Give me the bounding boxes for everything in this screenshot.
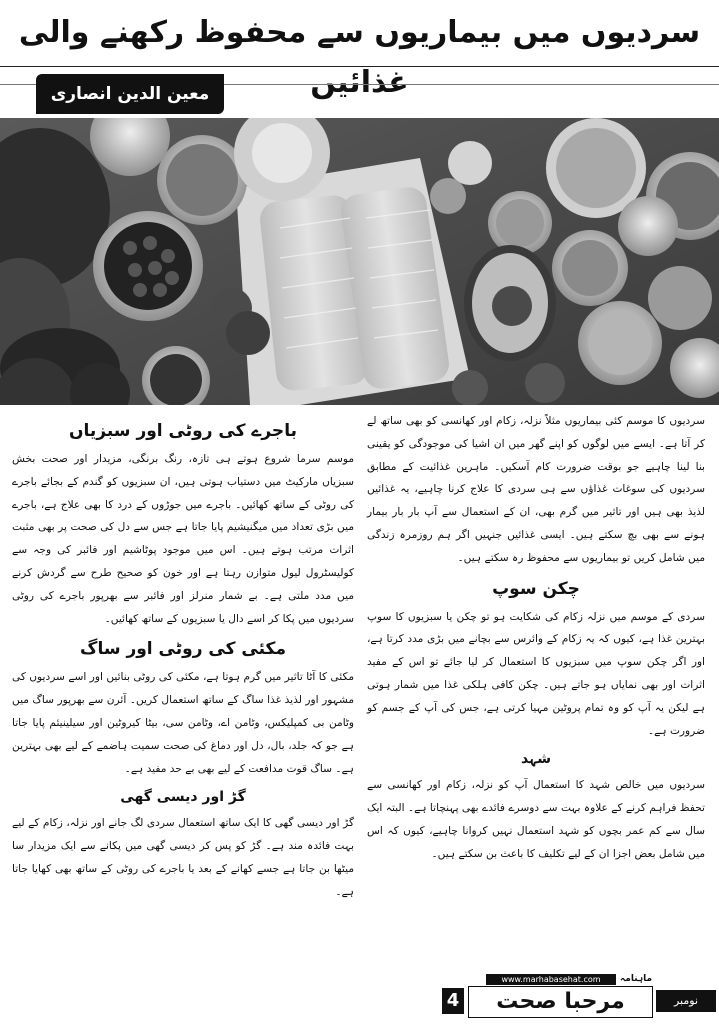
food-spread-photo — [0, 118, 719, 405]
section-text-jaggery: گڑ اور دیسی گھی کا ایک ساتھ استعمال سردی لگ جانے اور نزلہ، زکام کے لیے بہت فائدہ مند ہے۔ گڑ کو پس کر دیسی گھی میں پکانے سے ایک مزیدار سا میٹھا بن جاتا ہے جسے کھانے کے بعد یا باجرے کی روٹی کے ساتھ بھی کھایا جاتا ہے۔ — [12, 817, 354, 898]
section-text-honey: سردیوں میں خالص شہد کا استعمال آپ کو نزلہ، زکام اور کھانسی سے تحفظ فراہم کرنے کے علاوہ بہت سے دوسرے فائدے بھی پہنچاتا ہے۔ البتہ ایک سال سے کم عمر بچوں کو شہد استعمال نہیں کروانا چاہیے، کیوں کہ اس میں شامل بعض اجزا ان کے لیے تکلیف کا باعث بن سکتے ہیں۔ — [367, 779, 705, 860]
section-heading-honey: شہد — [520, 751, 552, 768]
section-text-chicken-soup: سردی کے موسم میں نزلہ زکام کی شکایت ہو تو چکن یا سبزیوں کا سوپ بہترین غذا ہے، کیوں کہ یہ زکام کے وائرس سے بچانے میں بڑی مدد کرتا ہے، اور اگر چکن سوپ میں سبزیوں کا استعمال کر لیا جائے تو اس کے مفید اثرات اور بھی نمایاں ہو جاتے ہیں۔ چکن کافی ہلکی غذا میں شمار ہوتی ہے لیکن یہ آپ کو وہ تمام پروٹین مہیا کرتی ہے، جس کی آپ کے جسم کو ضرورت ہے۔ — [367, 610, 705, 737]
section-heading-maize: مکئی کی روٹی اور ساگ — [80, 639, 286, 660]
page-footer — [420, 974, 719, 1029]
section-heading-millet: باجرے کی روٹی اور سبزیاں — [69, 421, 297, 441]
left-column — [12, 412, 354, 906]
section-heading-chicken-soup: چکن سوپ — [492, 578, 580, 599]
article-title: سردیوں میں بیماریوں سے محفوظ رکھنے والی غذائیں — [18, 15, 701, 100]
right-column — [367, 410, 705, 868]
magazine-brand: مرحبا صحت — [468, 986, 653, 1018]
title-rule — [0, 66, 719, 67]
website-url[interactable]: www.marhabasehat.com — [486, 974, 616, 985]
section-heading-jaggery: گڑ اور دیسی گھی — [120, 789, 246, 806]
author-name: معین الدین انصاری — [36, 74, 224, 114]
section-text-millet: موسم سرما شروع ہوتے ہی تازہ، رنگ برنگی، مزیدار اور صحت بخش سبزیاں مارکیٹ میں دستیاب ہوتی ہیں، ان سبزیوں کو گندم کے بجائے باجرے کی روٹی کے ساتھ کھائیں۔ باجرے میں جوڑوں کے درد کا بھی علاج ہے، باجرے میں بڑی تعداد میں میگنیشیم پایا جاتا ہے جس سے دل کی صحت پر بھی مثبت اثرات مرتب ہوتے ہیں۔ اس میں موجود پوٹاشیم اور فائبر کی وجہ سے کولیسٹرول لیول متوازن رہتا ہے اور خون کو صحیح طرح سے گردش کرنے میں مدد ملتی ہے۔ بے شمار منرلز اور فائبر سے بھرپور باجرے کی روٹی سردیوں میں پکا کر اسے دال یا سبزیوں کے ساتھ کھائیں۔ — [12, 453, 354, 625]
issue-date: نومبر 2020ء — [656, 990, 716, 1012]
intro-paragraph: سردیوں کا موسم کئی بیماریوں مثلاً نزلہ، زکام اور کھانسی کو بھی ساتھ لے کر آتا ہے۔ ایسے میں لوگوں کو اپنے گھر میں ان اشیا کی موجودگی کو یقینی بنا لینا چاہیے جو بوقت ضرورت کام آسکیں۔ ماہرین غذائیت کے مطابق سردیوں کی سوغات غذاؤں سے ہی سردی کا علاج کرنا چاہیے، یہ غذائیں لذیذ بھی ہیں اور تاثیر میں گرم بھی، ان کے استعمال سے آپ بار بار بیمار ہونے سے بھی بچ سکتے ہیں۔ ایسی غذائیں جنہیں اگر ہم روزمرہ زندگی میں شامل کریں تو بیماریوں سے محفوظ رہ سکتے ہیں۔ — [367, 415, 705, 564]
section-text-maize: مکئی کا آٹا تاثیر میں گرم ہوتا ہے، مکئی کی روٹی بنائیں اور اسے سردیوں کی مشہور اور لذیذ غذا ساگ کے ساتھ استعمال کریں۔ آئرن سے بھرپور ساگ میں وٹامن بی کمپلیکس، وٹامن اے، وٹامن سی، بیٹا کیروٹین اور سیلینیئم پایا جاتا ہے جو کہ جلد، بال، دل اور دماغ کی صحت سمیت ہاضمے کے لیے بھی بہترین ہے۔ ساگ قوت مدافعت کے لیے بھی بے حد مفید ہے۔ — [12, 671, 354, 775]
page-number: 4 — [442, 988, 464, 1014]
magazine-tagline: ماہنامہ — [620, 974, 653, 984]
